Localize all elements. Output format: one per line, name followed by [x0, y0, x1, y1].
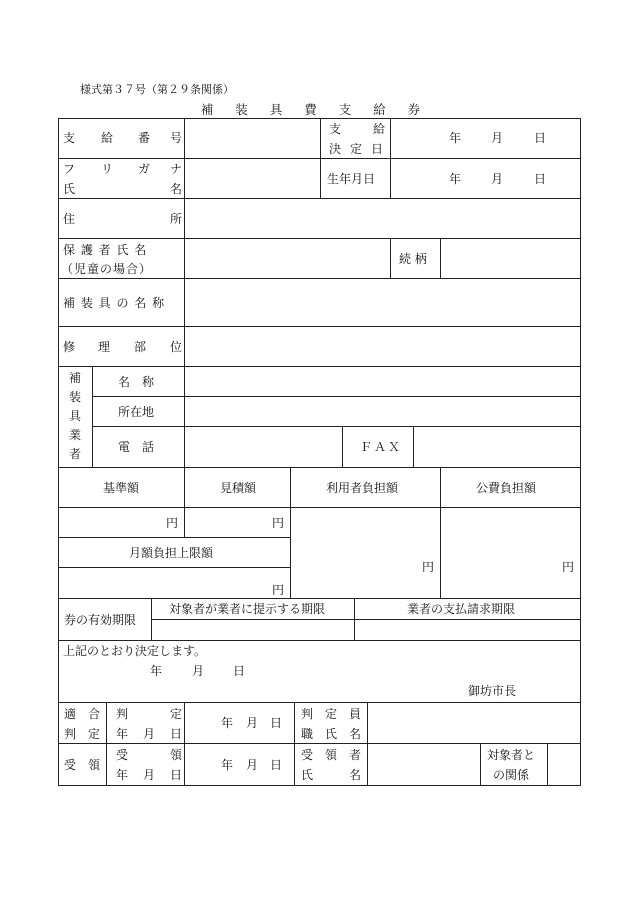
- guardian-name-value[interactable]: [185, 239, 391, 279]
- yen-label: 円: [166, 516, 179, 530]
- monthly-limit-label: 月額負担上限額: [129, 546, 214, 560]
- receiver-char: 受: [301, 748, 314, 762]
- kettei-label-char: 日: [371, 142, 384, 156]
- vendor-location-label: 所在地: [118, 405, 155, 419]
- shikyu-bango-label-cell: [58, 118, 185, 159]
- user-burden-value[interactable]: [291, 508, 441, 599]
- address-label-char: 所: [170, 212, 183, 226]
- voucher-form: [58, 118, 581, 786]
- receipt-label-char: 受: [64, 758, 77, 772]
- receipt-date-value[interactable]: [185, 744, 295, 786]
- month-label: 月: [246, 716, 259, 730]
- judge-staff-char: 職: [301, 727, 314, 741]
- year-label: 年: [221, 758, 234, 772]
- vendor-phone-label-cell: [93, 427, 185, 468]
- receiver-char: 名: [349, 768, 362, 782]
- receiver-char: 者: [349, 748, 362, 762]
- judge-date-char: 判: [116, 707, 129, 721]
- address-label-char: 住: [63, 212, 76, 226]
- day-label: 日: [270, 758, 283, 772]
- standard-amount-label: 基準額: [103, 481, 140, 495]
- receipt-date-char: 領: [170, 748, 183, 762]
- form-number: 様式第３７号（第２９条関係）: [80, 83, 234, 96]
- month-label: 月: [246, 758, 259, 772]
- month-label: 月: [491, 131, 504, 145]
- receiver-label-cell: [295, 744, 368, 786]
- billing-deadline-value[interactable]: [355, 620, 581, 641]
- vendor-label-char: 補: [69, 371, 82, 385]
- vendor-phone-value[interactable]: [185, 427, 343, 468]
- presentation-deadline-value[interactable]: [152, 620, 355, 641]
- judge-date-char: 月: [143, 727, 156, 741]
- shikyu-bango-label-char: 番: [138, 131, 151, 145]
- judge-staff-char: 判: [301, 707, 314, 721]
- presentation-deadline-label: 対象者が業者に提示する期限: [169, 602, 326, 616]
- receipt-date-char: 年: [116, 768, 129, 782]
- vendor-location-value[interactable]: [185, 397, 581, 427]
- name-value[interactable]: [185, 159, 321, 199]
- furigana-label-char: フ: [63, 162, 76, 176]
- fitness-label-char: 適: [64, 707, 77, 721]
- receiver-name-value[interactable]: [368, 744, 481, 786]
- public-burden-header: [441, 468, 581, 508]
- receiver-char: 領: [325, 748, 338, 762]
- relation-label-cell: [391, 239, 441, 279]
- relation-value[interactable]: [441, 239, 581, 279]
- presentation-deadline-header: [152, 599, 355, 620]
- vendor-label-char: 装: [69, 390, 82, 404]
- repair-part-label-char: 位: [170, 340, 183, 354]
- kettei-date-value[interactable]: [391, 118, 581, 159]
- standard-amount-header: [58, 468, 185, 508]
- shikyu-bango-label-char: 給: [101, 131, 114, 145]
- judge-staff-char: 名: [349, 727, 362, 741]
- user-burden-header: [291, 468, 441, 508]
- shikyu-bango-label-char: 支: [63, 131, 76, 145]
- kettei-label-char: 決: [329, 142, 342, 156]
- kettei-date-label-cell: [321, 118, 391, 159]
- vendor-vertical-label-cell: [58, 367, 93, 468]
- decision-text: 上記のとおり決定します。: [63, 644, 207, 658]
- fax-label-cell: [343, 427, 414, 468]
- repair-part-label-cell: [58, 327, 185, 367]
- public-burden-value[interactable]: [441, 508, 581, 599]
- fax-value[interactable]: [414, 427, 581, 468]
- guardian-note-label: （児童の場合）: [61, 262, 153, 276]
- fitness-label-char: 定: [88, 727, 101, 741]
- judge-date-char: 定: [170, 707, 183, 721]
- fax-label: ＦＡＸ: [360, 440, 403, 454]
- judge-date-label-cell: [107, 703, 185, 744]
- day-label: 日: [534, 172, 547, 186]
- billing-deadline-label: 業者の支払請求期限: [407, 602, 516, 616]
- month-label: 月: [192, 664, 205, 678]
- vendor-name-value[interactable]: [185, 367, 581, 397]
- monthly-limit-value[interactable]: [58, 568, 291, 599]
- judge-date-char: 年: [116, 727, 129, 741]
- day-label: 日: [270, 716, 283, 730]
- vendor-label-char: 具: [69, 409, 82, 423]
- furigana-label-char: ガ: [138, 162, 151, 176]
- kettei-label-char: 支: [329, 122, 342, 136]
- vendor-location-label-cell: [93, 397, 185, 427]
- estimate-amount-label: 見積額: [220, 481, 257, 495]
- judge-staff-char: 定: [325, 707, 338, 721]
- address-label-cell: [58, 199, 185, 239]
- day-label: 日: [534, 131, 547, 145]
- year-label: 年: [221, 716, 234, 730]
- repair-part-value[interactable]: [185, 327, 581, 367]
- year-label: 年: [449, 172, 462, 186]
- repair-part-label-char: 部: [134, 340, 147, 354]
- decision-block: [58, 641, 581, 703]
- receipt-label-cell: [58, 744, 107, 786]
- billing-deadline-header: [355, 599, 581, 620]
- vendor-label-char: 者: [69, 447, 82, 461]
- judge-staff-char: 氏: [325, 727, 338, 741]
- receipt-date-char: 受: [116, 748, 129, 762]
- user-burden-label: 利用者負担額: [326, 481, 399, 495]
- fitness-label-cell: [58, 703, 107, 744]
- validity-label-cell: [58, 599, 152, 641]
- month-label: 月: [491, 172, 504, 186]
- estimate-amount-header: [185, 468, 291, 508]
- fitness-label-char: 合: [88, 707, 101, 721]
- vendor-phone-label: 電 話: [118, 440, 155, 454]
- furigana-label-char: ナ: [170, 162, 183, 176]
- validity-label: 券の有効期限: [64, 613, 137, 627]
- repair-part-label-char: 理: [98, 340, 111, 354]
- device-name-label-cell: [58, 279, 185, 327]
- kettei-label-char: 定: [350, 142, 363, 156]
- receipt-date-char: 日: [170, 768, 183, 782]
- yen-label: 円: [272, 516, 285, 530]
- birthdate-value[interactable]: [391, 159, 581, 199]
- receipt-label-char: 領: [88, 758, 101, 772]
- public-burden-label: 公費負担額: [476, 481, 537, 495]
- vendor-name-label-cell: [93, 367, 185, 397]
- estimate-amount-value[interactable]: [185, 508, 291, 538]
- year-label: 年: [449, 131, 462, 145]
- name-label-cell: [58, 159, 185, 199]
- judge-date-value[interactable]: [185, 703, 295, 744]
- form-title: 補 装 具 費 支 給 券: [200, 102, 430, 117]
- guardian-name-label: 保 護 者 氏 名: [63, 243, 148, 257]
- shikyu-bango-label-char: 号: [170, 131, 183, 145]
- address-value[interactable]: [185, 199, 581, 239]
- receiver-relation-label-cell: [481, 744, 548, 786]
- shimei-label-char: 名: [170, 182, 183, 196]
- receiver-relation-value[interactable]: [548, 744, 581, 786]
- receipt-date-label-cell: [107, 744, 185, 786]
- monthly-limit-header: [58, 538, 291, 568]
- device-name-value[interactable]: [185, 279, 581, 327]
- judge-date-char: 日: [170, 727, 183, 741]
- judge-staff-value[interactable]: [368, 703, 581, 744]
- mayor-label: 御坊市長: [468, 684, 517, 698]
- birthdate-label: 生年月日: [327, 172, 376, 186]
- vendor-name-label: 名 称: [118, 375, 155, 389]
- shikyu-bango-value[interactable]: [185, 118, 321, 159]
- receiver-char: 氏: [301, 768, 314, 782]
- yen-label: 円: [422, 560, 435, 574]
- day-label: 日: [233, 664, 246, 678]
- fitness-label-char: 判: [64, 727, 77, 741]
- year-label: 年: [150, 664, 163, 678]
- judge-staff-label-cell: [295, 703, 368, 744]
- vendor-label-char: 業: [69, 428, 82, 442]
- receipt-date-char: 月: [143, 768, 156, 782]
- shimei-label-char: 氏: [63, 182, 76, 196]
- receiver-relation-label-line2: の関係: [493, 768, 530, 782]
- receiver-relation-label-line1: 対象者と: [487, 748, 536, 762]
- device-name-label: 補 装 具 の 名 称: [63, 296, 166, 310]
- furigana-label-char: リ: [101, 162, 114, 176]
- standard-amount-value[interactable]: [58, 508, 185, 538]
- guardian-label-cell: [58, 239, 185, 279]
- judge-staff-char: 員: [349, 707, 362, 721]
- relation-label: 続 柄: [399, 252, 427, 266]
- birthdate-label-cell: [321, 159, 391, 199]
- repair-part-label-char: 修: [63, 340, 76, 354]
- yen-label: 円: [272, 583, 285, 597]
- kettei-label-char: 給: [373, 122, 386, 136]
- yen-label: 円: [562, 560, 575, 574]
